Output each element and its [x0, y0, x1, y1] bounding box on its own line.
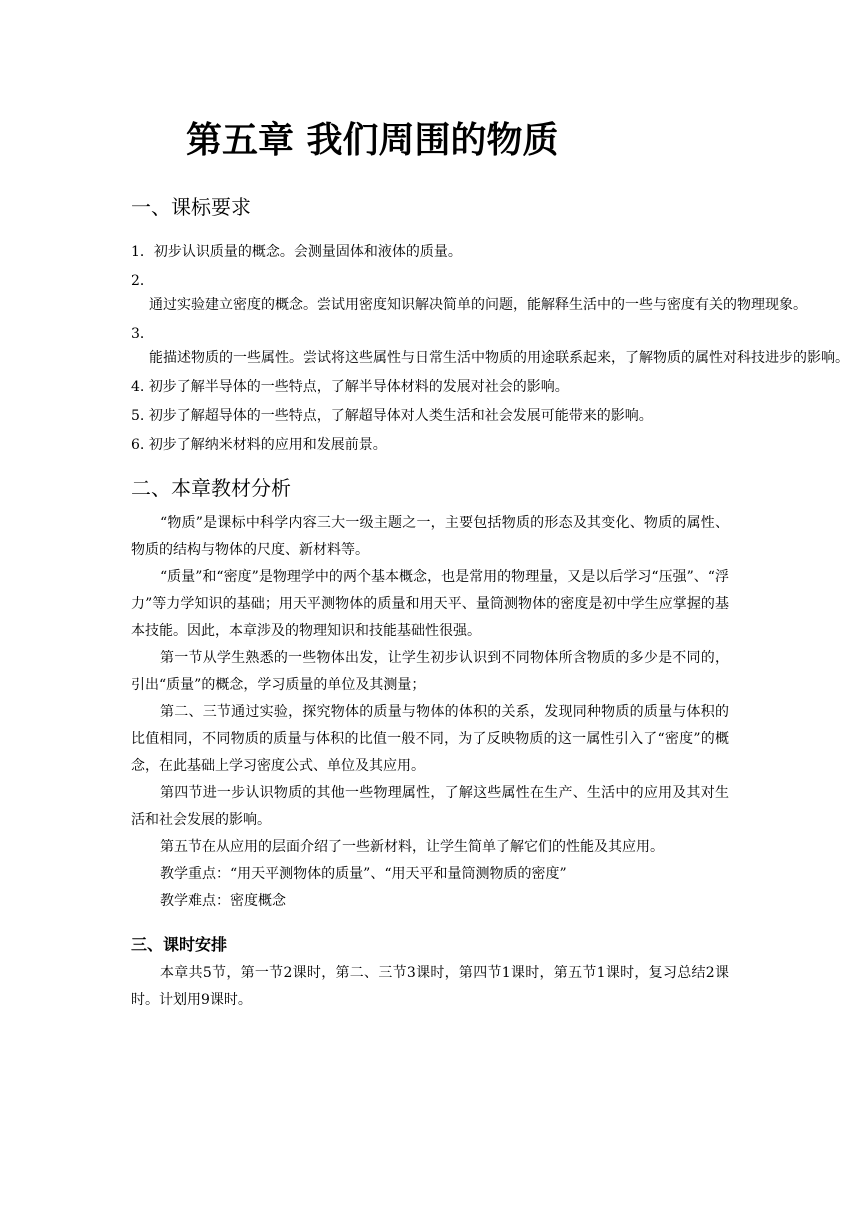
list-item	[131, 269, 807, 317]
list-item	[131, 240, 729, 264]
list-item-number: 1．	[131, 244, 154, 260]
list-item-text: 初步了解半导体的一些特点，了解半导体材料的发展对社会的影响。	[148, 379, 569, 395]
list-item-number: 4.	[131, 379, 149, 395]
paragraph: 第一节从学生熟悉的一些物体出发，让学生初步认识到不同物体所含物质的多少是不同的，引出“质量”的概念，学习质量的单位及其测量；	[131, 650, 729, 693]
list-item-text: 初步认识质量的概念。会测量固体和液体的质量。	[153, 244, 462, 260]
paragraph: “质量”和“密度”是物理学中的两个基本概念，也是常用的物理量，又是以后学习“压强”、“浮力”等力学知识的基础；用天平测物体的质量和用天平、量筒测物体的密度是初中学生应掌握的基本技能。因此，本章涉及的物理知识和技能基础性很强。	[131, 569, 729, 639]
paragraph: 本章共5节，第一节2课时，第二、三节3课时，第四节1课时，第五节1课时，复习总结2课时。计划用9课时。	[131, 965, 729, 1008]
chapter-title: 第五章 我们周围的物质	[186, 119, 559, 161]
list-item-text: 初步了解超导体的一些特点，了解超导体对人类生活和社会发展可能带来的影响。	[148, 408, 653, 424]
key-point: 教学重点：“用天平测物体的质量”、“用天平和量筒测物质的密度”	[160, 866, 567, 882]
section-heading-curriculum: 一、课标要求	[131, 195, 251, 219]
paragraph: 第五节在从应用的层面介绍了一些新材料，让学生简单了解它们的性能及其应用。	[160, 839, 664, 855]
paragraph: “物质”是课标中科学内容三大一级主题之一，主要包括物质的形态及其变化、物质的属性、物质的结构与物体的尺度、新材料等。	[131, 515, 729, 558]
paragraph: 第二、三节通过实验，探究物体的质量与物体的体积的关系，发现同种物质的质量与体积的比值相同，不同物质的质量与体积的比值一般不同，为了反映物质的这一属性引入了“密度”的概念，在此基础上学习密度公式、单位及其应用。	[131, 704, 729, 774]
list-item	[131, 322, 849, 370]
list-item-number: 2．	[131, 273, 154, 289]
list-item	[131, 404, 729, 428]
section-heading-analysis: 二、本章教材分析	[131, 476, 291, 500]
list-item-text: 初步了解纳米材料的应用和发展前景。	[148, 437, 387, 453]
list-item-number: 5.	[131, 408, 149, 424]
list-item-number: 3．	[131, 326, 154, 342]
paragraph: 第四节进一步认识物质的其他一些物理属性，了解这些属性在生产、生活中的应用及其对生活和社会发展的影响。	[131, 785, 729, 828]
difficult-point: 教学难点：密度概念	[160, 893, 286, 909]
list-item	[131, 375, 729, 399]
list-item-number: 6.	[131, 437, 149, 453]
list-item-text: 能描述物质的一些属性。尝试将这些属性与日常生活中物质的用途联系起来，了解物质的属性对科技进步的影响。	[149, 350, 849, 366]
section-heading-schedule: 三、课时安排	[131, 935, 228, 954]
curriculum-requirements-list	[131, 240, 849, 462]
list-item-text: 通过实验建立密度的概念。尝试用密度知识解决简单的问题，能解释生活中的一些与密度有关的物理现象。	[149, 297, 807, 313]
schedule-body	[131, 960, 729, 1014]
analysis-body	[131, 510, 729, 915]
list-item	[131, 433, 729, 457]
